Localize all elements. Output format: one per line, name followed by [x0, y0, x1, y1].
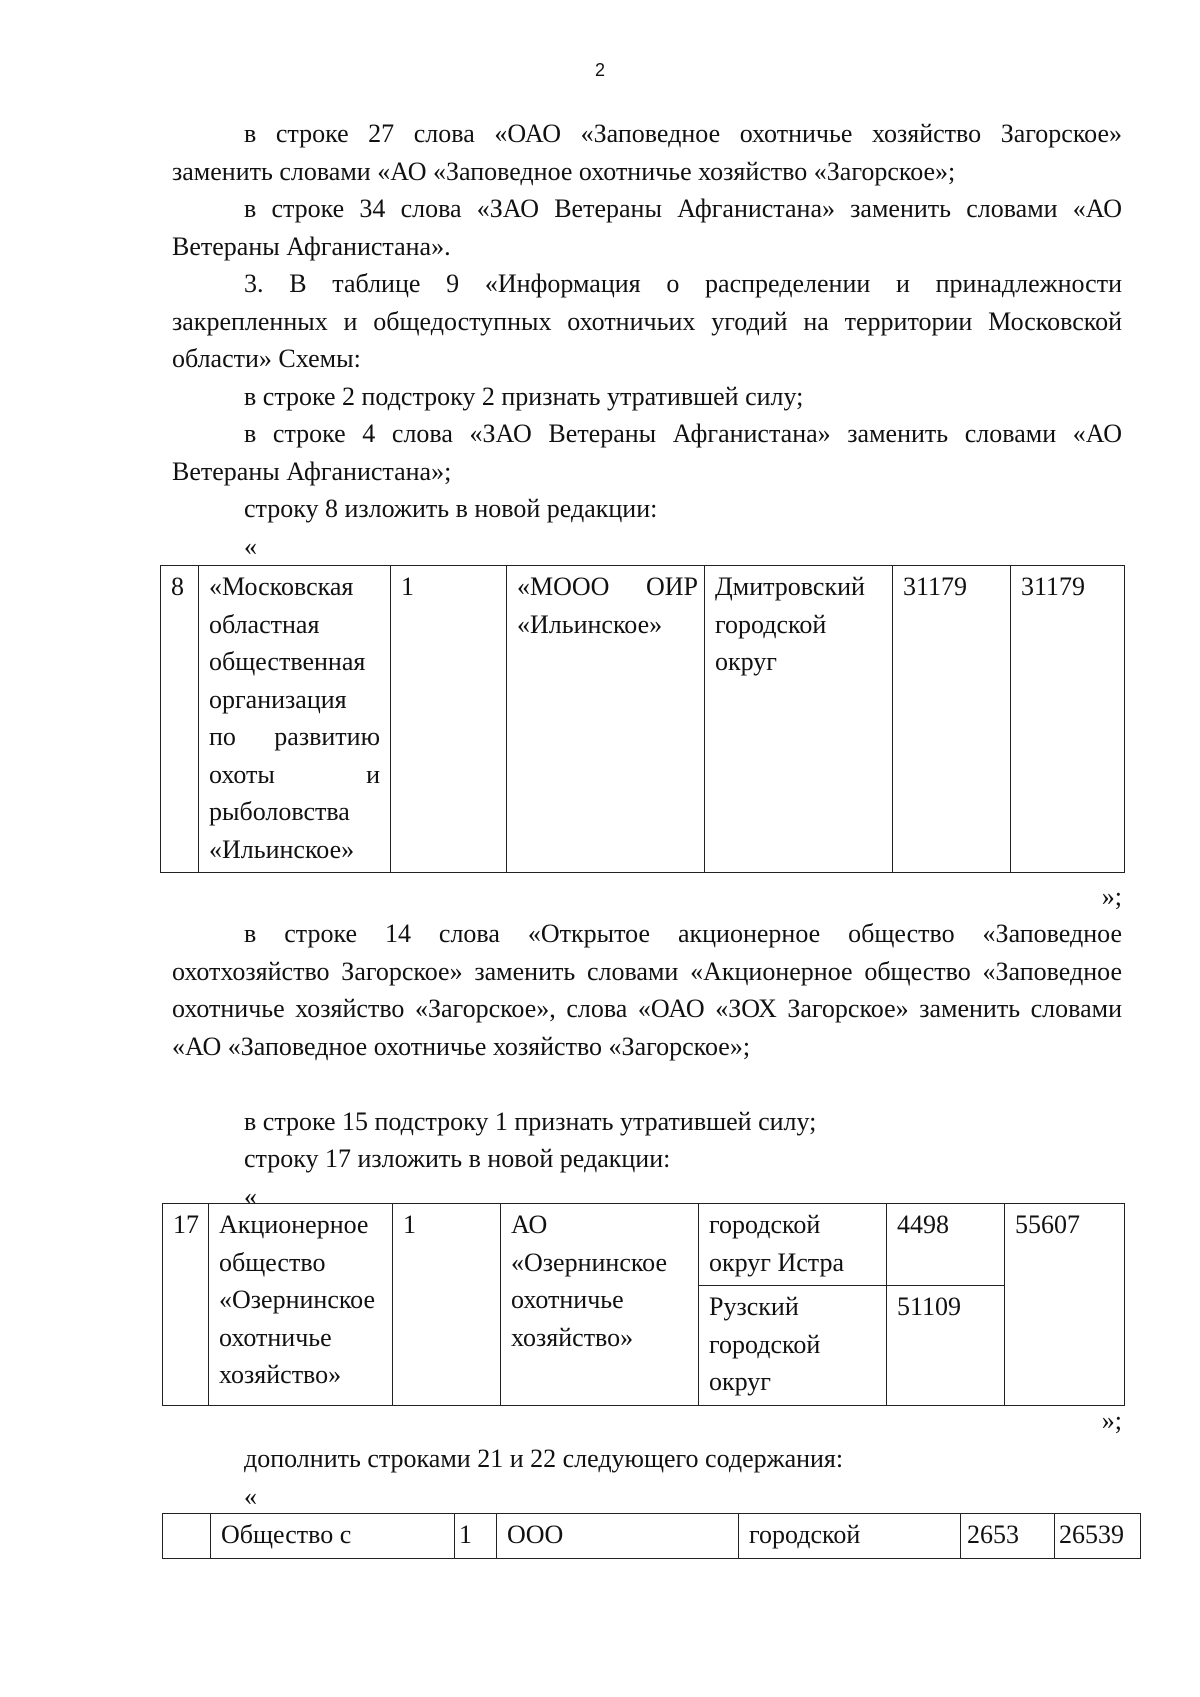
table-row17: [162, 1203, 1125, 1406]
org-name-cell: «Московская областная общественная организация по развитию охоты и рыболовства «Ильинское»: [199, 566, 391, 873]
paragraph-line27: в строке 27 слова «ОАО «Заповедное охотничье хозяйство Загорское» заменить словами «АО «Заповедное охотничье хозяйство «Загорское»;: [172, 119, 1122, 186]
table-row8: [160, 565, 1125, 873]
page-number: 2: [594, 60, 605, 80]
paragraph-row17-intro: строку 17 изложить в новой редакции:: [244, 1144, 671, 1173]
count-cell: 1: [455, 1514, 497, 1559]
quote-open-rows21: «: [244, 1482, 257, 1511]
total-area-cell: 31179: [1011, 566, 1125, 873]
paragraph-table9: 3. В таблице 9 «Информация о распределении и принадлежности закрепленных и общедоступных охотничьих угодий на территории Московской области» Схемы:: [172, 269, 1122, 373]
short-name-cell: ООО: [497, 1514, 739, 1559]
org-name-cell: Общество с: [211, 1514, 455, 1559]
area-cell: 2653: [961, 1514, 1055, 1559]
total-area-cell: 55607: [1005, 1204, 1125, 1406]
quote-open-row17: «: [244, 1182, 257, 1211]
count-cell: 1: [391, 566, 507, 873]
quote-open-row8: «: [244, 532, 257, 561]
district-cell: городской: [739, 1514, 961, 1559]
quote-close-row17: »;: [1101, 1406, 1122, 1435]
total-area-cell: 26539: [1055, 1514, 1141, 1559]
paragraph-line15: в строке 15 подстроку 1 признать утратившей силу;: [244, 1107, 817, 1136]
short-name-cell: АО «Озернинское охотничье хозяйство»: [501, 1204, 699, 1406]
area-cell: 31179: [893, 566, 1011, 873]
district-cell: городской округ Истра: [699, 1204, 887, 1286]
table-row: [163, 1204, 1125, 1286]
district-cell: Рузский городской округ: [699, 1286, 887, 1406]
paragraph-line34: в строке 34 слова «ЗАО Ветераны Афганистана» заменить словами «АО Ветераны Афганистана».: [172, 194, 1122, 261]
paragraph-line4: в строке 4 слова «ЗАО Ветераны Афганистана» заменить словами «АО Ветераны Афганистана»;: [172, 419, 1122, 486]
paragraph-row8-intro: строку 8 изложить в новой редакции:: [244, 494, 658, 523]
area-cell: 4498: [887, 1204, 1005, 1286]
short-name-cell: «МООО ОИР «Ильинское»: [507, 566, 705, 873]
count-cell: 1: [393, 1204, 501, 1406]
org-name-cell: Акционерное общество «Озернинское охотничье хозяйство»: [209, 1204, 393, 1406]
area-cell: 51109: [887, 1286, 1005, 1406]
paragraph-add-rows: дополнить строками 21 и 22 следующего содержания:: [244, 1444, 844, 1473]
table-row: [163, 1514, 1141, 1559]
paragraph-line14: в строке 14 слова «Открытое акционерное общество «Заповедное охотхозяйство Загорское» заменить словами «Акционерное общество «Заповедное охотничье хозяйство «Загорское», слова «ОАО «ЗОХ Загорское» заменить словами «АО «Заповедное охотничье хозяйство «Загорское»;: [172, 919, 1122, 1061]
district-cell: Дмитровский городской округ: [705, 566, 893, 873]
quote-close-row8: »;: [1101, 882, 1122, 911]
row-number-cell: [163, 1514, 211, 1559]
row-number-cell: 17: [163, 1204, 209, 1406]
table-row21: [162, 1513, 1141, 1559]
row-number-cell: 8: [161, 566, 199, 873]
table-row: [161, 566, 1125, 873]
paragraph-line2: в строке 2 подстроку 2 признать утратившей силу;: [244, 382, 804, 411]
